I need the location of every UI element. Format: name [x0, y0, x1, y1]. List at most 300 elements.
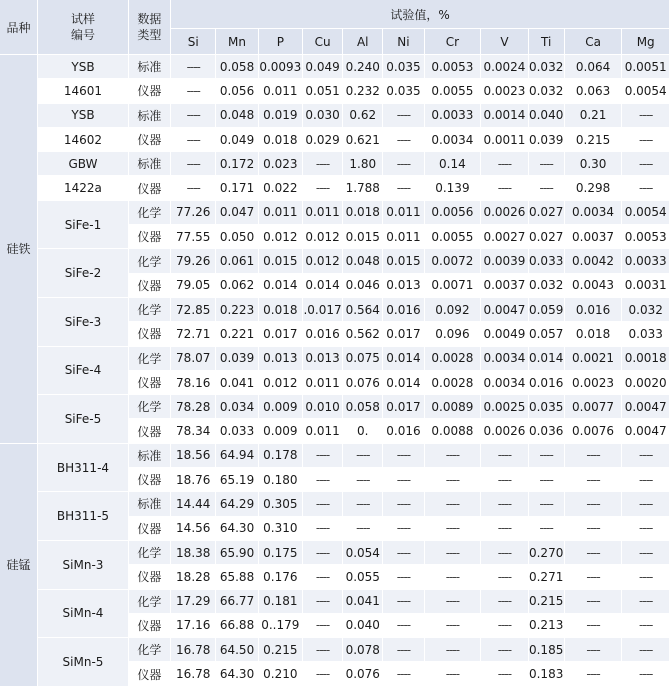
- value-cell: 18.28: [171, 565, 216, 589]
- sample-cell: BH311-5: [38, 492, 129, 541]
- value-cell: 0.017: [383, 322, 424, 346]
- data-type-cell: 化学: [129, 395, 171, 419]
- value-cell: 0.032: [529, 274, 565, 298]
- table-row: [0, 541, 670, 565]
- value-cell: 77.55: [171, 225, 216, 249]
- value-cell: 0.310: [259, 517, 303, 541]
- value-cell: ----: [383, 590, 424, 614]
- value-cell: 0.014: [529, 347, 565, 371]
- value-cell: ----: [383, 152, 424, 176]
- data-type-cell: 标准: [129, 492, 171, 516]
- header-element: Al: [343, 29, 383, 55]
- value-cell: ----: [481, 565, 528, 589]
- value-cell: 64.30: [216, 662, 258, 686]
- value-cell: 0.027: [529, 201, 565, 225]
- table-row: [0, 128, 670, 152]
- value-cell: ----: [171, 128, 216, 152]
- value-cell: ----: [622, 541, 670, 565]
- value-cell: 0.0047: [622, 419, 670, 443]
- value-cell: ----: [383, 492, 424, 516]
- data-type-cell: 化学: [129, 249, 171, 273]
- data-type-cell: 仪器: [129, 176, 171, 200]
- value-cell: 0.562: [343, 322, 383, 346]
- value-cell: 14.56: [171, 517, 216, 541]
- data-type-cell: 化学: [129, 541, 171, 565]
- value-cell: 0.018: [343, 201, 383, 225]
- value-cell: 17.29: [171, 590, 216, 614]
- header-dtype-text: 数据 类型: [137, 12, 162, 42]
- value-cell: 0.0051: [622, 55, 670, 79]
- table-row: [0, 395, 670, 419]
- value-cell: 78.28: [171, 395, 216, 419]
- table-row: [0, 104, 670, 128]
- value-cell: 0.049: [216, 128, 258, 152]
- table-row: [0, 590, 670, 614]
- sample-cell: 1422a: [38, 176, 129, 200]
- value-cell: ----: [481, 517, 528, 541]
- value-cell: 0.023: [259, 152, 303, 176]
- value-cell: 0.0071: [425, 274, 482, 298]
- value-cell: ----: [383, 128, 424, 152]
- value-cell: ----: [343, 468, 383, 492]
- sample-cell: SiFe-4: [38, 347, 129, 396]
- data-type-cell: 仪器: [129, 517, 171, 541]
- value-cell: ----: [425, 517, 482, 541]
- value-cell: ----: [383, 614, 424, 638]
- data-type-cell: 化学: [129, 590, 171, 614]
- value-cell: 0.039: [529, 128, 565, 152]
- value-cell: 0.232: [343, 79, 383, 103]
- value-cell: ----: [383, 104, 424, 128]
- value-cell: 0.019: [259, 104, 303, 128]
- table-row: [0, 638, 670, 662]
- value-cell: ----: [481, 614, 528, 638]
- value-cell: 0.010: [303, 395, 343, 419]
- value-cell: 0.181: [259, 590, 303, 614]
- header-element: Cu: [303, 29, 343, 55]
- value-cell: 0.032: [529, 79, 565, 103]
- data-type-cell: 仪器: [129, 128, 171, 152]
- value-cell: 0.62: [343, 104, 383, 128]
- value-cell: 18.76: [171, 468, 216, 492]
- value-cell: 0.0037: [565, 225, 623, 249]
- value-cell: 0.035: [383, 79, 424, 103]
- value-cell: 0.092: [425, 298, 482, 322]
- value-cell: ----: [481, 638, 528, 662]
- value-cell: ----: [481, 541, 528, 565]
- value-cell: 0.0034: [425, 128, 482, 152]
- value-cell: ----: [383, 176, 424, 200]
- data-type-cell: 仪器: [129, 662, 171, 686]
- value-cell: ----: [622, 590, 670, 614]
- value-cell: 0.: [343, 419, 383, 443]
- value-cell: 0.048: [343, 249, 383, 273]
- value-cell: 0.012: [303, 249, 343, 273]
- value-cell: 77.26: [171, 201, 216, 225]
- value-cell: 16.78: [171, 662, 216, 686]
- value-cell: ----: [303, 541, 343, 565]
- sample-cell: SiMn-4: [38, 590, 129, 639]
- value-cell: 1.80: [343, 152, 383, 176]
- value-cell: 0.061: [216, 249, 258, 273]
- value-cell: 0.0093: [259, 55, 303, 79]
- value-cell: ----: [303, 517, 343, 541]
- value-cell: 0.011: [383, 201, 424, 225]
- value-cell: ----: [481, 444, 528, 468]
- value-cell: ----: [303, 590, 343, 614]
- value-cell: ----: [529, 152, 565, 176]
- value-cell: 0.0072: [425, 249, 482, 273]
- value-cell: 0.016: [383, 419, 424, 443]
- table-row: [0, 444, 670, 468]
- value-cell: ----: [481, 468, 528, 492]
- value-cell: 0.022: [259, 176, 303, 200]
- data-type-cell: 仪器: [129, 79, 171, 103]
- value-cell: 0.055: [343, 565, 383, 589]
- value-cell: 0.015: [343, 225, 383, 249]
- value-cell: 0.075: [343, 347, 383, 371]
- value-cell: 0.040: [343, 614, 383, 638]
- value-cell: 0.051: [303, 79, 343, 103]
- value-cell: 0.215: [259, 638, 303, 662]
- value-cell: ----: [171, 152, 216, 176]
- value-cell: 78.16: [171, 371, 216, 395]
- value-cell: 0.270: [529, 541, 565, 565]
- value-cell: 0.0047: [622, 395, 670, 419]
- value-cell: 66.88: [216, 614, 258, 638]
- value-cell: 0.0021: [565, 347, 623, 371]
- value-cell: ----: [383, 444, 424, 468]
- value-cell: ----: [303, 638, 343, 662]
- value-cell: 0.027: [529, 225, 565, 249]
- value-cell: 0.011: [259, 201, 303, 225]
- value-cell: ----: [481, 590, 528, 614]
- value-cell: 0.0027: [481, 225, 528, 249]
- value-cell: 0.033: [622, 322, 670, 346]
- value-cell: 66.77: [216, 590, 258, 614]
- value-cell: 0.0018: [622, 347, 670, 371]
- value-cell: ----: [425, 565, 482, 589]
- value-cell: 0.0034: [481, 347, 528, 371]
- value-cell: 79.26: [171, 249, 216, 273]
- value-cell: ----: [622, 152, 670, 176]
- value-cell: 0.016: [565, 298, 623, 322]
- value-cell: 0.014: [383, 347, 424, 371]
- value-cell: 0.0077: [565, 395, 623, 419]
- value-cell: ----: [622, 468, 670, 492]
- header-element: Mg: [622, 29, 670, 55]
- value-cell: 0.14: [425, 152, 482, 176]
- value-cell: ----: [343, 492, 383, 516]
- value-cell: 0.064: [565, 55, 623, 79]
- value-cell: 0..179: [259, 614, 303, 638]
- data-type-cell: 化学: [129, 347, 171, 371]
- value-cell: ----: [425, 541, 482, 565]
- value-cell: 0.035: [383, 55, 424, 79]
- table-row: [0, 249, 670, 273]
- value-cell: 0.0076: [565, 419, 623, 443]
- value-cell: 0.0011: [481, 128, 528, 152]
- header-element: V: [481, 29, 528, 55]
- value-cell: 0.041: [216, 371, 258, 395]
- value-cell: ----: [565, 590, 623, 614]
- value-cell: ----: [383, 638, 424, 662]
- value-cell: 0.0026: [481, 419, 528, 443]
- value-cell: 0.0037: [481, 274, 528, 298]
- value-cell: 0.018: [259, 298, 303, 322]
- value-cell: 0.0049: [481, 322, 528, 346]
- value-cell: 0.058: [343, 395, 383, 419]
- value-cell: 1.788: [343, 176, 383, 200]
- data-type-cell: 标准: [129, 444, 171, 468]
- value-cell: 0.0053: [425, 55, 482, 79]
- value-cell: ----: [171, 79, 216, 103]
- value-cell: 16.78: [171, 638, 216, 662]
- value-cell: 0.0034: [565, 201, 623, 225]
- table-row: [0, 347, 670, 371]
- data-type-cell: 仪器: [129, 468, 171, 492]
- sample-cell: BH311-4: [38, 444, 129, 493]
- header-element: Ti: [529, 29, 565, 55]
- value-cell: 0.041: [343, 590, 383, 614]
- value-cell: 0.139: [425, 176, 482, 200]
- value-cell: ----: [565, 614, 623, 638]
- header-sample-text: 试样 编号: [70, 12, 95, 42]
- value-cell: 0.058: [216, 55, 258, 79]
- value-cell: 78.07: [171, 347, 216, 371]
- value-cell: 0.014: [303, 274, 343, 298]
- value-cell: 0.0023: [481, 79, 528, 103]
- data-type-cell: 仪器: [129, 371, 171, 395]
- value-cell: 0.033: [216, 419, 258, 443]
- value-cell: 0.017: [259, 322, 303, 346]
- data-type-cell: 化学: [129, 638, 171, 662]
- value-cell: ----: [303, 565, 343, 589]
- value-cell: 0.013: [303, 347, 343, 371]
- header-values-title: 试验值，%: [171, 0, 670, 29]
- value-cell: ----: [565, 468, 623, 492]
- value-cell: 0.0055: [425, 225, 482, 249]
- header-element: Cr: [425, 29, 482, 55]
- value-cell: ----: [565, 444, 623, 468]
- value-cell: 0.009: [259, 395, 303, 419]
- value-cell: 0.0025: [481, 395, 528, 419]
- value-cell: ----: [529, 468, 565, 492]
- value-cell: 0.013: [383, 274, 424, 298]
- value-cell: 0.017: [383, 395, 424, 419]
- value-cell: ----: [425, 492, 482, 516]
- value-cell: 0.046: [343, 274, 383, 298]
- sample-cell: SiMn-3: [38, 541, 129, 590]
- value-cell: 72.85: [171, 298, 216, 322]
- value-cell: 0.0088: [425, 419, 482, 443]
- value-cell: ----: [622, 638, 670, 662]
- table-body: [0, 55, 670, 687]
- value-cell: ----: [622, 517, 670, 541]
- value-cell: 0.30: [565, 152, 623, 176]
- value-cell: 0.011: [259, 79, 303, 103]
- value-cell: 0.063: [565, 79, 623, 103]
- value-cell: ----: [565, 541, 623, 565]
- value-cell: 0.172: [216, 152, 258, 176]
- value-cell: 0.059: [529, 298, 565, 322]
- value-cell: 0.621: [343, 128, 383, 152]
- value-cell: ----: [425, 638, 482, 662]
- data-type-cell: 仪器: [129, 419, 171, 443]
- value-cell: 0.054: [343, 541, 383, 565]
- value-cell: 0.0033: [425, 104, 482, 128]
- data-type-cell: 化学: [129, 201, 171, 225]
- kind-cell: 硅铁: [0, 55, 38, 444]
- value-cell: 0.015: [383, 249, 424, 273]
- value-cell: 0.176: [259, 565, 303, 589]
- value-cell: ----: [383, 541, 424, 565]
- value-cell: ----: [425, 590, 482, 614]
- sample-cell: YSB: [38, 55, 129, 79]
- header-sample: [38, 0, 129, 55]
- value-cell: 0.0028: [425, 347, 482, 371]
- value-cell: ----: [481, 176, 528, 200]
- value-cell: 0.21: [565, 104, 623, 128]
- header-kind: 品种: [0, 0, 38, 55]
- value-cell: ----: [303, 152, 343, 176]
- value-cell: 0.0024: [481, 55, 528, 79]
- value-cell: 0.298: [565, 176, 623, 200]
- value-cell: 0.049: [303, 55, 343, 79]
- value-cell: 0.185: [529, 638, 565, 662]
- value-cell: ----: [622, 662, 670, 686]
- data-type-cell: 仪器: [129, 274, 171, 298]
- value-cell: ----: [622, 565, 670, 589]
- value-cell: 0.0054: [622, 201, 670, 225]
- value-cell: 65.90: [216, 541, 258, 565]
- value-cell: ----: [565, 517, 623, 541]
- value-cell: ----: [171, 176, 216, 200]
- value-cell: 0.016: [529, 371, 565, 395]
- table-row: [0, 298, 670, 322]
- sample-cell: SiFe-5: [38, 395, 129, 444]
- value-cell: ----: [303, 662, 343, 686]
- value-cell: 0.240: [343, 55, 383, 79]
- value-cell: ----: [529, 517, 565, 541]
- table-row: [0, 201, 670, 225]
- value-cell: 0.014: [259, 274, 303, 298]
- data-type-cell: 标准: [129, 104, 171, 128]
- value-cell: 0.180: [259, 468, 303, 492]
- value-cell: ----: [425, 444, 482, 468]
- value-cell: ----: [622, 128, 670, 152]
- value-cell: 0.014: [383, 371, 424, 395]
- sample-cell: SiFe-1: [38, 201, 129, 250]
- value-cell: 0.215: [529, 590, 565, 614]
- value-cell: ----: [622, 444, 670, 468]
- value-cell: ----: [383, 565, 424, 589]
- value-cell: ----: [529, 492, 565, 516]
- value-cell: 78.34: [171, 419, 216, 443]
- value-cell: 0.0020: [622, 371, 670, 395]
- value-cell: 0.029: [303, 128, 343, 152]
- value-cell: 0.0028: [425, 371, 482, 395]
- value-cell: 0.076: [343, 371, 383, 395]
- value-cell: ----: [303, 468, 343, 492]
- value-cell: 0.018: [565, 322, 623, 346]
- value-cell: 0.011: [303, 419, 343, 443]
- value-cell: 0.564: [343, 298, 383, 322]
- value-cell: 65.19: [216, 468, 258, 492]
- table-row: [0, 55, 670, 79]
- value-cell: ----: [303, 444, 343, 468]
- value-cell: .0.017: [303, 298, 343, 322]
- value-cell: 0.221: [216, 322, 258, 346]
- table-row: [0, 492, 670, 516]
- value-cell: 0.035: [529, 395, 565, 419]
- value-cell: 0.039: [216, 347, 258, 371]
- header-element: Ni: [383, 29, 424, 55]
- value-cell: ----: [622, 614, 670, 638]
- value-cell: 0.305: [259, 492, 303, 516]
- value-cell: 0.0023: [565, 371, 623, 395]
- value-cell: ----: [481, 152, 528, 176]
- value-cell: ----: [565, 662, 623, 686]
- value-cell: ----: [529, 176, 565, 200]
- value-cell: 0.016: [303, 322, 343, 346]
- value-cell: 0.175: [259, 541, 303, 565]
- value-cell: 0.034: [216, 395, 258, 419]
- data-type-cell: 仪器: [129, 225, 171, 249]
- value-cell: 0.032: [622, 298, 670, 322]
- table-row: [0, 79, 670, 103]
- value-cell: 0.271: [529, 565, 565, 589]
- value-cell: 0.0043: [565, 274, 623, 298]
- value-cell: ----: [622, 176, 670, 200]
- value-cell: 72.71: [171, 322, 216, 346]
- value-cell: 64.29: [216, 492, 258, 516]
- value-cell: 64.94: [216, 444, 258, 468]
- value-cell: 0.015: [259, 249, 303, 273]
- value-cell: 0.223: [216, 298, 258, 322]
- value-cell: 79.05: [171, 274, 216, 298]
- value-cell: ----: [171, 104, 216, 128]
- value-cell: ----: [565, 492, 623, 516]
- value-cell: ----: [303, 176, 343, 200]
- value-cell: 64.30: [216, 517, 258, 541]
- value-cell: ----: [383, 517, 424, 541]
- header-element: Mn: [216, 29, 258, 55]
- value-cell: 65.88: [216, 565, 258, 589]
- value-cell: 0.0031: [622, 274, 670, 298]
- value-cell: 0.011: [303, 371, 343, 395]
- sample-cell: GBW: [38, 152, 129, 176]
- value-cell: 0.012: [259, 225, 303, 249]
- value-cell: 0.0042: [565, 249, 623, 273]
- value-cell: ----: [303, 492, 343, 516]
- data-type-cell: 仪器: [129, 322, 171, 346]
- value-cell: ----: [622, 104, 670, 128]
- value-cell: 0.215: [565, 128, 623, 152]
- value-cell: 0.0033: [622, 249, 670, 273]
- sample-cell: 14602: [38, 128, 129, 152]
- value-cell: 18.56: [171, 444, 216, 468]
- value-cell: 0.0089: [425, 395, 482, 419]
- value-cell: 0.0014: [481, 104, 528, 128]
- value-cell: 0.050: [216, 225, 258, 249]
- value-cell: 0.096: [425, 322, 482, 346]
- sample-cell: SiFe-2: [38, 249, 129, 298]
- value-cell: 17.16: [171, 614, 216, 638]
- value-cell: 0.013: [259, 347, 303, 371]
- value-cell: 0.178: [259, 444, 303, 468]
- kind-cell: 硅锰: [0, 444, 38, 687]
